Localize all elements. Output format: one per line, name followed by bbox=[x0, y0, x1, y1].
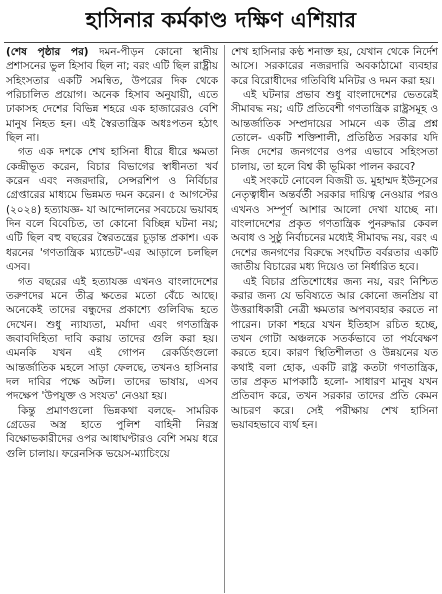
paragraph-text: দমন-পীড়ন কোনো স্থানীয় প্রশাসনের ভুল হিসাব ছিল না; বরং এটি ছিল রাষ্ট্রীয় সহিংসতার একটি সমন্বিত, উপরের দিক থেকে পরিচালিত প্রয়োগ। অনেক হিসাব অনুযায়ী, এতে ঢাকাসহ দেশের বিভিন্ন শহরে এক হাজারেরও বেশি মানুষ নিহত হন। এই স্বৈরতান্ত্রিক অধঃপতন হঠাৎ ছিল না। bbox=[6, 46, 218, 145]
right-column bbox=[231, 45, 438, 594]
article-paragraph-6: এই ঘটনার প্রভাব শুধু বাংলাদেশের ভেতরেই সীমাবদ্ধ নয়; এটি প্রতিবেশী গণতান্ত্রিক রাষ্ট্রসমূহ ও আন্তর্জাতিক সম্প্রদায়ের সামনে এক তীব্র প্রশ্ন তোলে- একটি শক্তিশালী, প্রতিষ্ঠিত সরকার যদি নিজ দেশের জনগণের ওপর এভাবে সহিংসতা চালায়, তা হলে বিশ্ব কী ভূমিকা পালন করবে? bbox=[231, 89, 438, 173]
article-paragraph-5: শেখ হাসিনার কণ্ঠ শনাক্ত হয়, যেখান থেকে নির্দেশ আসে। সরকারের নজরদারি অবকাঠামো ব্যবহার করে বিরোধীদের গতিবিধি মনিটর ও দমন করা হয়। bbox=[231, 46, 438, 87]
article-paragraph-8: এই বিচার প্রতিশোধের জন্য নয়, বরং নিশ্চিত করার জন্য যে ভবিষ্যতে আর কোনো জনপ্রিয় বা উত্তরাধিকারী নেত্রী ক্ষমতার অপব্যবহার করতে না পারেন। ঢাকা শহরে যখন ইতিহাস রচিত হচ্ছে, তখন গোটা অঞ্চলকে সতর্কভাবে তা পর্যবেক্ষণ করতে হবে। কারণ স্থিতিশীলতা ও উন্নয়নের যত কথাই বলা হোক, একটি রাষ্ট্র কতটা গণতান্ত্রিক, তার প্রকৃত মাপকাঠি হলো- সাধারণ মানুষ যখন প্রতিবাদ করে, তখন সরকার তাদের প্রতি কেমন আচরণ করে। সেই পরীক্ষায় শেখ হাসিনা ভয়াবহভাবে ব্যর্থ হন। bbox=[231, 275, 438, 431]
left-column bbox=[6, 45, 218, 594]
article-paragraph-2: গত এক দশকে শেখ হাসিনা ধীরে ধীরে ক্ষমতা কেন্দ্রীভূত করেন, বিচার বিভাগের স্বাধীনতা খর্ব করেন এবং নজরদারি, সেন্সরশিপ ও নির্বিচার গ্রেপ্তারের মাধ্যমে ভিন্নমত দমন করেন। ৫ আগস্টের (২০২৪) হত্যাযজ্ঞ- যা আন্দোলনের সবচেয়ে ভয়াবহ দিন বলে বিবেচিত, তা কোনো বিচ্ছিন্ন ঘটনা নয়; এটি ছিল বহু বছরের স্বৈরতন্ত্রের চূড়ান্ত প্রকাশ। এক ধরনের 'গণতান্ত্রিক ম্যান্ডেট'-এর আড়ালে চলছিল এসব। bbox=[6, 146, 218, 274]
headline-rule bbox=[4, 42, 438, 43]
article-paragraph-7: এই সংকটে নোবেল বিজয়ী ড. মুহাম্মদ ইউনূসের নেতৃত্বাধীন অন্তর্বর্তী সরকার দায়িত্ব নেওয়ার পরও এখনও সম্পূর্ণ আশার আলো দেখা যাচ্ছে না। বাংলাদেশের প্রকৃত গণতান্ত্রিক পুনরুদ্ধার কেবল অবাধ ও সুষ্ঠু নির্বাচনের মধ্যেই সীমাবদ্ধ নয়, বরং এ দেশের জনগণের বিরুদ্ধে সংঘটিত বর্বরতার একটি জাতীয় বিচারের মধ্য দিয়েও তা নির্ধারিত হবে। bbox=[231, 175, 438, 274]
article-paragraph-4: কিন্তু প্রমাণগুলো ভিন্নকথা বলছে- সামরিক গ্রেডের অস্ত্র হাতে পুলিশ বাহিনী নিরস্ত্র বিক্ষোভকারীদের ওপর আধাঘণ্টারও বেশি সময় ধরে গুলি চালায়। ফরেনসিক ভয়েস-ম্যাচিংয়ে bbox=[6, 404, 218, 460]
column-divider bbox=[224, 45, 225, 593]
article-paragraph-3: গত বছরের এই হত্যাযজ্ঞ এখনও বাংলাদেশের তরুণদের মনে তীব্র ক্ষতের মতো বেঁচে আছে। অনেকেই তাদের বন্ধুদের প্রকাশ্যে গুলিবিদ্ধ হতে দেখেন। শুধু ন্যায্যতা, মর্যাদা এবং গণতান্ত্রিক জবাবদিহিতা দাবি করায় তাদের গুলি করা হয়। এমনকি যখন এই গোপন রেকর্ডিংগুলো আন্তর্জাতিক মহলে সাড়া ফেলছে, তখনও হাসিনার দল দাবির পক্ষে অটল। তাদের ভাষায়, এসব পদক্ষেপ 'উপযুক্ত ও সংযত' নেওয়া হয়। bbox=[6, 275, 218, 403]
continued-from-label: (শেষ পৃষ্ঠার পর) bbox=[6, 46, 89, 58]
article-paragraph-1 bbox=[6, 45, 218, 145]
headline: হাসিনার কর্মকাণ্ড দক্ষিণ এশিয়ার bbox=[85, 7, 357, 32]
